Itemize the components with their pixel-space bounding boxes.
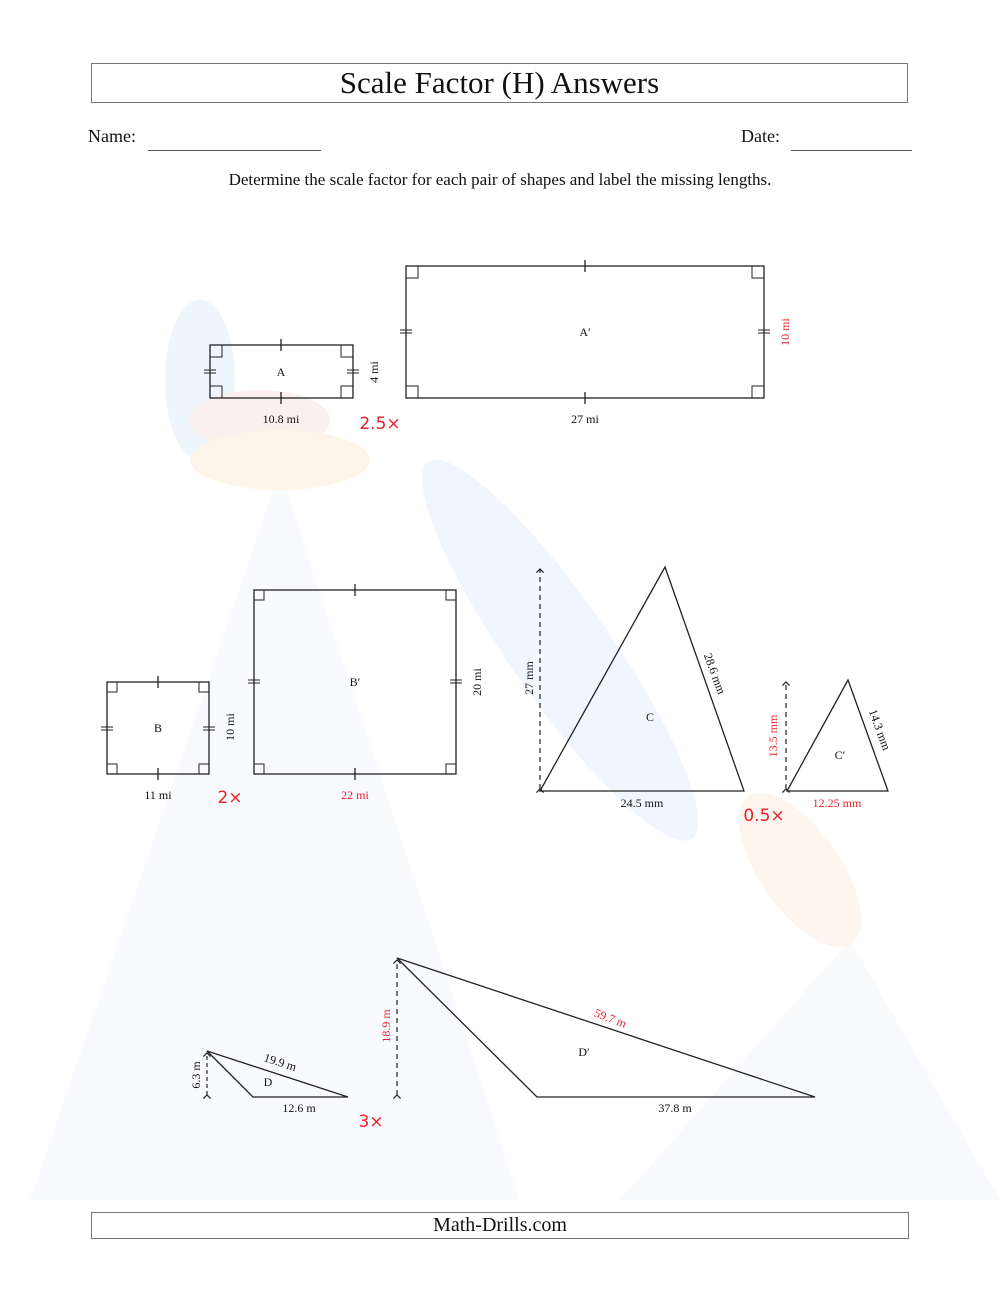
- scale-factor-d: 3×: [358, 1112, 384, 1132]
- shape-d-prime-height: 18.9 m: [379, 1009, 393, 1043]
- shape-a-prime-name: A′: [579, 325, 591, 339]
- shape-d-height: 6.3 m: [189, 1061, 203, 1089]
- shape-c-prime-height: 13.5 mm: [766, 714, 780, 758]
- shape-a-prime-width: 27 mi: [571, 412, 599, 426]
- footer-box: [91, 1212, 909, 1239]
- shape-c-base: 24.5 mm: [620, 796, 664, 810]
- instructions: Determine the scale factor for each pair of shapes and label the missing lengths.: [228, 170, 772, 189]
- shape-d-base: 12.6 m: [282, 1101, 316, 1115]
- page-title: Scale Factor (H) Answers: [339, 65, 660, 100]
- scale-factor-a: 2.5×: [359, 414, 401, 434]
- scale-factor-c: 0.5×: [743, 806, 785, 826]
- shape-b-prime-height: 20 mi: [470, 668, 484, 696]
- watermark: [30, 300, 1000, 1200]
- shape-b-height: 10 mi: [223, 713, 237, 741]
- shape-b-width: 11 mi: [144, 788, 172, 802]
- shape-b-prime-name: B′: [349, 675, 361, 689]
- shape-d-side: 19.9 m: [262, 1050, 299, 1075]
- shape-a-height: 4 mi: [367, 361, 381, 383]
- name-label: Name:: [88, 126, 136, 146]
- shape-d-prime-base: 37.8 m: [658, 1101, 692, 1115]
- shape-c-prime: [786, 680, 888, 791]
- shape-c-name: C: [645, 710, 655, 724]
- shape-c-height: 27 mm: [522, 661, 536, 695]
- shape-d-prime-side: 59.7 m: [592, 1005, 629, 1031]
- shape-c-prime-base: 12.25 mm: [812, 796, 862, 810]
- shape-c-prime-side: 14.3 mm: [865, 707, 894, 753]
- shape-a-width: 10.8 mi: [262, 412, 300, 426]
- shape-b-prime-width: 22 mi: [341, 788, 369, 802]
- date-label: Date:: [741, 126, 780, 146]
- shape-d-prime-name: D′: [578, 1045, 590, 1059]
- shape-c-side: 28.6 mm: [700, 651, 729, 697]
- footer-site: Math-Drills.com: [433, 1214, 567, 1236]
- scale-factor-b: 2×: [217, 788, 243, 808]
- shape-c-prime-name: C′: [834, 748, 846, 762]
- shape-a-prime-height: 10 mi: [778, 318, 792, 346]
- shape-b-name: B: [153, 721, 163, 735]
- shape-d-name: D: [263, 1075, 273, 1089]
- shape-a-name: A: [276, 365, 286, 379]
